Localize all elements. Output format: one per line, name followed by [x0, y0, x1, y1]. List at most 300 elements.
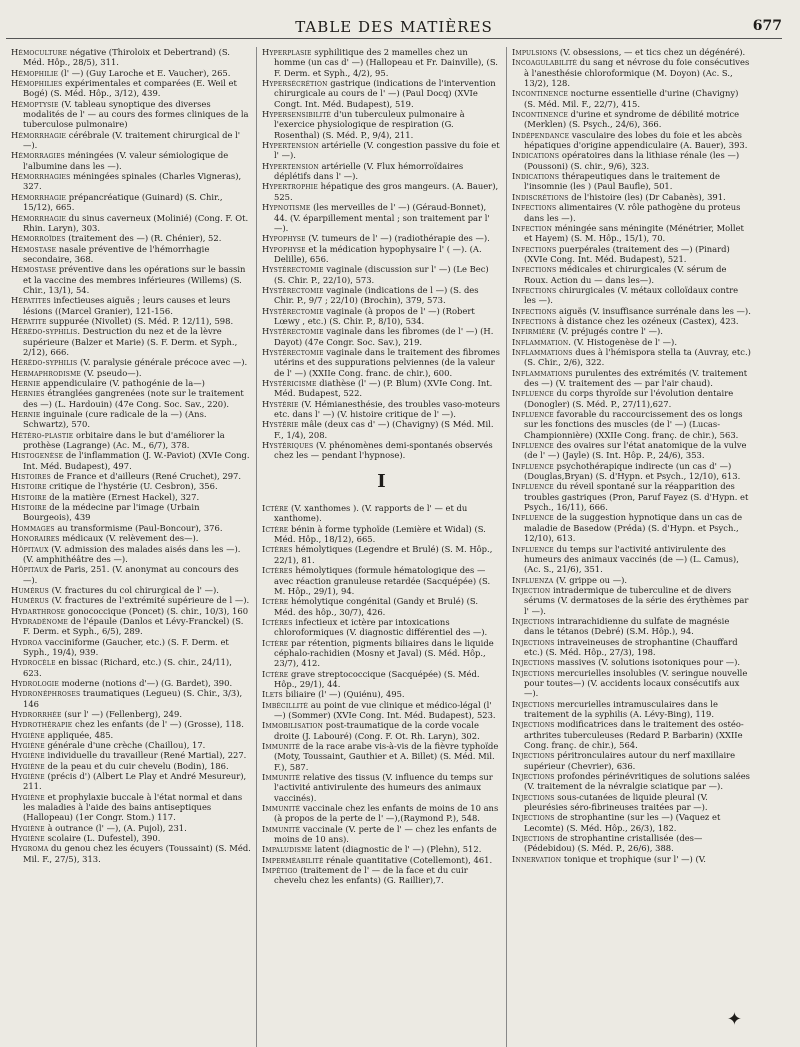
- index-entry-text: opératoires dans la lithiase rénale (les —) (Poussoni) (S. chir., 9/6), 323.: [524, 150, 740, 171]
- index-entry: [512, 109, 751, 130]
- index-entry: [512, 192, 751, 202]
- index-entry-text: à distance chez les ozéneux (Castex), 423.: [556, 315, 739, 326]
- index-entry-headword: Hémorrhagie: [11, 212, 67, 223]
- index-entry: [512, 347, 751, 368]
- index-entry: [512, 481, 751, 512]
- index-entry: [262, 596, 501, 617]
- index-entry: [512, 812, 751, 833]
- index-entry-text: du corps thyroïde sur l'évolution dentaire (Donogler) (S. Méd. P., 27/11),627.: [524, 388, 734, 409]
- index-entry-headword: Hémoculture: [11, 47, 68, 57]
- index-entry-text: aiguës (V. insuffisance surrénale dans les —).: [556, 305, 751, 316]
- index-entry-text: syphilitique des 2 mamelles chez un homme (un cas d' —) (Hallopeau et Fr. Dainville), (S. F. Derm. et Syph., 4/2), 95.: [274, 47, 498, 78]
- index-entry-headword: Injections: [512, 750, 555, 761]
- index-entry-text: traumatiques (Legueu) (S. Chir., 3/3), 146: [23, 688, 243, 709]
- index-entry-headword: Hémoptysie: [11, 98, 59, 109]
- index-entry: [11, 750, 251, 760]
- index-entry-headword: Hommages: [11, 522, 55, 533]
- index-entry: [11, 388, 251, 409]
- index-entry: [11, 316, 251, 326]
- index-entry: [262, 617, 501, 638]
- index-entry-headword: Infections: [512, 264, 557, 275]
- index-column-3: [506, 47, 756, 1047]
- index-column-2: [256, 47, 506, 1047]
- index-entry-text: (V. phénomènes demi-spontanés observés chez les — pendant l'hypnose).: [274, 440, 493, 461]
- index-entry-headword: Hémostase: [11, 264, 57, 275]
- index-entry-text: artérielle (V. Flux hémorroïdaires déplétifs dans l' —).: [274, 160, 464, 182]
- index-entry-text: appliquée, 485.: [44, 729, 114, 740]
- index-entry-text: (V. paralysie générale précoce avec —).: [77, 357, 248, 368]
- index-entry: [11, 357, 251, 367]
- index-entry-headword: Hypnotisme: [262, 202, 311, 213]
- index-entry: [262, 202, 501, 233]
- index-entry: [512, 150, 751, 171]
- index-entry-text: latent (diagnostic de l' —) (Plehn), 512.: [312, 844, 482, 855]
- index-entry-text: (V. préjugés contre l' —).: [555, 326, 663, 337]
- index-entry-text: vaginale (discussion sur l' —) (Le Bec) (S. Chir. P., 22/10), 573.: [274, 264, 489, 285]
- index-entry-headword: Hémophilies: [11, 78, 63, 89]
- index-entry: [11, 233, 251, 243]
- index-entry: [11, 481, 251, 491]
- index-entry-headword: Hystérie: [262, 419, 299, 430]
- index-entry-headword: Infections: [512, 202, 557, 213]
- index-entry-text: du réveil spontané sur la réapparition des troubles gastriques (Pron, Paruf Fayez (S. d'Hypn. et Psych., 16/11), 666.: [524, 481, 749, 513]
- index-entry-text: générale d'une crèche (Chaillou), 17.: [44, 740, 206, 751]
- index-entry-text: de Paris, 251. (V. anonymat au concours des —).: [23, 564, 239, 585]
- index-entry: [512, 657, 751, 667]
- index-entry-headword: Indications: [512, 150, 560, 161]
- index-entry-headword: Hydarthrose: [11, 605, 66, 616]
- index-entry-text: biliaire (l' —) (Quiénu), 495.: [282, 689, 405, 700]
- index-entry-text: de la suggestion hypnotique dans un cas de maladie de Basedow (Préda) (S. d'Hypn. et Psych., 12/10), 613.: [524, 512, 743, 544]
- index-entry-text: mâle (deux cas d' —) (Chavigny) (S Méd. Mil. F., 1/4), 208.: [274, 419, 494, 440]
- index-entry-headword: Infirmière: [512, 326, 556, 337]
- index-entry-text: vaginale (indications de l —) (S. des Chir. P., 9/7 ; 22/10) (Brochin), 379, 573.: [274, 284, 479, 306]
- index-entry-text: gastrique (indications de l'intervention chirurgicale au cours de l' —) (Paul Docq) (XVIe Congt. Int. Méd. Budapest), 519.: [274, 78, 496, 109]
- index-entry-headword: Hygiène: [11, 791, 45, 802]
- index-entry-text: diathèse (l' —) (P. Blum) (XVIe Cong. Int. Méd. Budapest, 522.: [274, 378, 493, 399]
- index-entry: [262, 803, 501, 824]
- index-entry-headword: Hémorragies: [11, 150, 65, 161]
- index-entry: [262, 399, 501, 420]
- index-entry: [512, 771, 751, 792]
- index-entry-headword: Immunité: [262, 741, 301, 751]
- index-entry-text: individuelle du travailleur (René Martial), 227.: [44, 750, 247, 761]
- index-entry-text: artérielle (V. congestion passive du foie et l' —).: [274, 140, 500, 161]
- index-entry: [262, 440, 501, 461]
- index-entry-text: intraveineuses de strophantine (Chauffard etc.) (S. Méd. Hôp., 27/3), 198.: [524, 636, 738, 657]
- index-entry: [11, 657, 251, 678]
- index-entry: [512, 388, 751, 409]
- index-entry-text: thérapeutiques dans le traitement de l'insomnie (les ) (Paul Baufle), 501.: [524, 171, 720, 192]
- index-entry: [262, 741, 501, 772]
- index-entry-headword: Inflammation: [512, 336, 569, 347]
- index-entry: [11, 678, 251, 688]
- index-entry-text: du temps sur l'activité antivirulente des humeurs des animaux vaccinés (de —) (L. Camus), (Ac. S., 21/6), 351.: [524, 543, 739, 575]
- index-entry-headword: Hystéricisme: [262, 378, 317, 388]
- index-entry-text: (traitement des —) (R. Chénier), 52.: [65, 233, 222, 244]
- index-entry: [262, 524, 501, 545]
- index-entry-text: hémolytique congénital (Gandy et Brulé) (S. Méd. des hôp., 30/7), 426.: [274, 596, 478, 617]
- index-entry-text: méningées spinales (Charles Vigneras), 327.: [23, 171, 242, 192]
- index-entry-headword: Hygroma: [11, 843, 49, 854]
- index-entry: [11, 244, 251, 265]
- index-entry: [11, 450, 251, 471]
- index-entry: [262, 181, 501, 202]
- index-entry: [11, 99, 251, 130]
- index-entry: [512, 854, 751, 864]
- index-entry: [11, 171, 251, 192]
- index-entry: [11, 326, 251, 357]
- index-entry: [11, 523, 251, 533]
- index-entry-headword: Infections: [512, 315, 557, 326]
- index-entry: [11, 430, 251, 451]
- index-entry-headword: Immobilisation: [262, 720, 324, 731]
- index-entry-text: orbitaire dans le but d'améliorer la prothèse (Lagrange) (Ac. M., 6/7), 378.: [23, 429, 225, 451]
- index-entry-text: vaccinale (V. perte de l' — chez les enfants de moins de 10 ans).: [274, 823, 497, 845]
- index-entry-headword: Influence: [512, 440, 554, 451]
- index-entry-headword: Hypophyse: [262, 243, 306, 254]
- index-entry-text: des ovaires sur l'état anatomique de la vulve (de l' —) (Jayle) (S. Int. Hôp. P., 24/6), 353.: [524, 440, 747, 461]
- index-entry-headword: Injections: [512, 791, 555, 802]
- index-entry-text: vaginale (à propos de l' —) (Robert Lœwy , etc.) (S. Chir. P., 8/10), 534.: [274, 305, 475, 326]
- index-entry-headword: Hydroa: [11, 636, 43, 647]
- index-entry-text: et prophylaxie buccale à l'état normal et dans les maladies à l'aide des bains antiseptiques (Hallopeau) (1er Congr. Stom.) 117.: [23, 791, 243, 823]
- index-entry: [262, 347, 501, 378]
- index-entry-text: cérébrale (V. traitement chirurgical de l' —).: [23, 129, 241, 151]
- index-entry-headword: Injections: [512, 833, 555, 844]
- index-entry: [11, 688, 251, 709]
- index-entry-text: négative (Thiroloix et Debertrand) (S. Méd. Hôp., 28/5), 311.: [23, 47, 230, 68]
- index-entry-text: dues à l'hémispora stella ta (Auvray, etc.) (S. Chir., 2/6), 322.: [524, 346, 751, 368]
- index-entry-headword: Ictères: [262, 616, 293, 627]
- index-entry-headword: Hydronéphroses: [11, 688, 81, 699]
- index-entry: [262, 700, 501, 721]
- index-entry: [11, 533, 251, 543]
- index-entry-headword: Hôpitaux: [11, 564, 49, 575]
- index-entry-headword: Hystérie: [262, 398, 299, 409]
- index-entry: [11, 130, 251, 151]
- index-entry-headword: Injections: [512, 698, 555, 709]
- index-entry-text: (V. fractures du col chirurgical de l' —).: [48, 584, 219, 595]
- index-entry-headword: Histogenèse: [11, 450, 64, 461]
- index-entry: [262, 378, 501, 399]
- index-entry: [262, 78, 501, 109]
- index-entry: [512, 637, 751, 658]
- index-entry-text: rénale quantitative (Cotellemont), 461.: [323, 854, 493, 865]
- index-entry: [11, 730, 251, 740]
- index-entry-headword: Infection: [512, 222, 553, 233]
- index-entry-text: vaginale dans les fibromes (de l' —) (H. Dayot) (47e Congr. Soc. Sav.), 219.: [274, 326, 494, 347]
- index-entry-headword: Hernie: [11, 409, 41, 420]
- index-entry: [11, 264, 251, 295]
- index-entry: [11, 368, 251, 378]
- index-entry-text: intradermique de tuberculine et de divers sérums (V. dermatoses de la série des érythèmes par l' —).: [524, 584, 749, 616]
- index-entry: [512, 306, 751, 316]
- index-entry-text: du genou chez les écuyers (Toussaint) (S. Méd. Mil. F., 27/5), 313.: [23, 843, 251, 864]
- index-entry: [262, 824, 501, 845]
- index-entry: [512, 585, 751, 616]
- index-entry-headword: Influence: [512, 481, 554, 492]
- index-entry-headword: Hydrothérapie: [11, 719, 73, 730]
- index-entry: [512, 440, 751, 461]
- index-entry: [11, 616, 251, 637]
- index-entry-headword: Incontinence: [512, 109, 568, 120]
- index-entry-text: inguinale (cure radicale de la —) (Ans. Schwartz), 570.: [23, 409, 207, 430]
- index-column-1: [6, 47, 256, 1047]
- index-entry-text: post-traumatique de la corde vocale droite (J. Labouré) (Cong. F. Ot. Rh. Laryn), 302.: [274, 720, 480, 741]
- index-entry: [512, 202, 751, 223]
- index-entry-headword: Indépendance: [512, 129, 570, 140]
- index-entry-headword: Hygiène: [11, 729, 45, 740]
- index-entry-headword: Imbécillité: [262, 699, 309, 710]
- index-entry: [262, 865, 501, 886]
- index-entry: [11, 761, 251, 771]
- index-entry: [262, 285, 501, 306]
- index-entry: [262, 109, 501, 140]
- index-entry-text: appendiculaire (V. pathogénie de la—): [40, 378, 205, 388]
- index-entry: [262, 855, 501, 865]
- index-entry-text: gonococcique (Poncet) (S. chir., 10/3), 160: [65, 605, 249, 616]
- index-entry-headword: Infections: [512, 305, 557, 316]
- index-entry-headword: Ictère: [262, 523, 289, 534]
- index-entry-text: . (V. Histogenèse de l' —).: [568, 336, 677, 347]
- index-entry: [11, 564, 251, 585]
- index-entry: [11, 492, 251, 502]
- index-entry-text: de la race arabe vis-à-vis de la fièvre typhoïde (Moty, Toussaint, Gauthier et A. Billet) (S. Méd. Mil. F.), 587.: [274, 741, 499, 772]
- index-entry-headword: Histoires: [11, 471, 51, 482]
- index-entry-text: à outrance (l' —), (A. Pujol), 231.: [44, 822, 187, 833]
- page-number: 677: [752, 18, 782, 34]
- index-entry-text: critique de l'hystérie (U. Cesbron), 356.: [46, 481, 218, 492]
- index-entry-headword: Hypersensibilité: [262, 109, 332, 120]
- index-entry: [512, 750, 751, 771]
- index-entry-text: de l'histoire (les) (Dr Cabanès), 391.: [568, 191, 726, 202]
- index-entry-headword: Injections: [512, 719, 555, 730]
- index-entry: [512, 264, 751, 285]
- index-entry-text: . Destruction du nez et de la lèvre supérieure (Balzer et Marie) (S. F. Derm. et Syph., 2/12), 666.: [23, 326, 238, 357]
- index-entry: [512, 792, 751, 813]
- index-entry-headword: Hygiène: [11, 771, 45, 782]
- index-entry-headword: Infections: [512, 243, 557, 254]
- index-entry-headword: Injections: [512, 657, 555, 668]
- index-entry-text: (V. tableau synoptique des diverses modalités de l' — au cours des formes cliniques de la tuberculose pulmonaire): [23, 98, 249, 130]
- index-entry-text: suppurée (Nivollet) (S. Méd. P. 12/11), 598.: [46, 315, 234, 326]
- index-entry-headword: Injections: [512, 812, 555, 823]
- index-columns: [6, 47, 782, 1047]
- index-entry-text: (l' —) (Guy Laroche et E. Vaucher), 265.: [58, 67, 231, 78]
- index-entry-text: vaccinale chez les enfants de moins de 10 ans (à propos de la perte de l' —),(Raymond P.), 548.: [274, 803, 499, 824]
- index-entry-headword: Influence: [512, 460, 554, 471]
- index-entry-text: méningée sans méningite (Ménétrier, Mollet et Hayem) (S. M. Hôp., 15/1), 70.: [524, 222, 744, 244]
- index-entry-text: de la matière (Ernest Hackel), 327.: [46, 491, 200, 502]
- index-entry-text: relative des tissus (V. influence du temps sur l'activité antivirulente des humeurs des animaux vaccinés).: [274, 772, 493, 803]
- index-entry: [512, 326, 751, 336]
- index-entry-text: purulentes des extrémités (V. traitement des —) (V. traitement des — par l'air chaud).: [524, 367, 748, 388]
- index-entry: [11, 150, 251, 171]
- index-entry: [262, 544, 501, 565]
- index-entry-headword: Ictère: [262, 637, 289, 648]
- index-entry-text: méningées (V. valeur sémiologique de l'albumine dans les —).: [23, 150, 229, 171]
- index-entry-text: sous-cutanées de liquide pleural (V. pleurésies séro-fibrineuses traitées par —).: [524, 791, 708, 813]
- index-entry: [512, 368, 751, 389]
- index-entry-text: infectieux et ictère par intoxications chloroformiques (V. diagnostic différentiel des —).: [274, 616, 488, 638]
- index-entry-text: par rétention, pigments biliaires dans le liquide céphalo-rachidien (Mosny et Javal) (S. Méd. Hôp., 23/7), 412.: [274, 637, 494, 669]
- index-entry-text: en bissac (Richard, etc.) (S. chir., 24/11), 623.: [23, 657, 232, 678]
- index-entry-headword: Hypertrophie: [262, 181, 318, 192]
- index-entry: [512, 409, 751, 440]
- index-entry-text: (V. grippe ou —).: [553, 574, 627, 585]
- index-entry: [11, 833, 251, 843]
- index-entry-headword: Injections: [512, 771, 555, 782]
- index-entry-text: puerpérales (traitement des —) (Pinard) (XVIe Cong. Int. Méd. Budapest), 521.: [524, 243, 730, 264]
- index-entry: [11, 637, 251, 658]
- index-entry-headword: Hystérectomie: [262, 305, 324, 316]
- index-entry: [262, 565, 501, 596]
- index-entry: [11, 378, 251, 388]
- index-entry: [262, 844, 501, 854]
- index-entry: [512, 171, 751, 192]
- index-entry-text: (traitement de l' — de la face et du cuir chevelu chez les enfants) (G. Raillier),7.: [274, 865, 468, 886]
- index-entry: [512, 512, 751, 543]
- index-entry-headword: Hémorrhagies: [11, 171, 71, 182]
- index-entry-text: expérimentales et comparées (E. Weil et Bogé) (S. Méd. Hôp., 3/12), 439.: [23, 78, 237, 99]
- index-entry: [11, 606, 251, 616]
- index-entry-headword: Hygiène: [11, 740, 45, 751]
- index-entry: [512, 337, 751, 347]
- index-entry-headword: Impaludisme: [262, 844, 312, 855]
- index-entry-headword: Hygiène: [11, 822, 45, 833]
- index-entry-headword: Hypertension: [262, 140, 319, 151]
- index-entry: [262, 326, 501, 347]
- index-entry-text: mercurielles intramusculaires dans le traitement de la syphilis (A. Lévy-Bing), 119.: [524, 698, 718, 719]
- index-entry-headword: Hétéro-plastie: [11, 429, 74, 440]
- index-entry-headword: Influenza: [512, 574, 554, 585]
- index-entry: [262, 772, 501, 803]
- index-entry-text: (V. xanthomes ). (V. rapports de l' — et du xanthome).: [274, 503, 468, 524]
- index-entry: [11, 740, 251, 750]
- index-entry-headword: Hémophilie: [11, 67, 59, 78]
- index-entry-headword: Impulsions: [512, 47, 558, 57]
- index-entry-headword: Injections: [512, 615, 555, 626]
- index-entry: [11, 792, 251, 823]
- index-entry: [11, 771, 251, 792]
- index-entry-text: (V. pseudo—).: [81, 367, 142, 378]
- index-entry-text: étranglées gangrenées (note sur le traitement des —) (L. Hardouin) (47e Cong. Soc. Sav., 220).: [23, 388, 244, 409]
- index-entry: [262, 669, 501, 690]
- index-entry: [512, 285, 751, 306]
- index-entry-text: médicales et chirurgicales (V. sérum de Roux. Action du — dans les—).: [524, 264, 727, 285]
- index-entry: [512, 223, 751, 244]
- index-entry-headword: Hémorroïdes: [11, 233, 66, 244]
- index-entry-text: (les merveilles de l' —) (Géraud-Bonnet), 44. (V. éparpillement mental ; son traitement par l' —).: [274, 202, 490, 233]
- index-entry-headword: Hernies: [11, 388, 45, 399]
- index-entry-headword: Hermaphrodisme: [11, 367, 81, 378]
- index-entry-headword: Hygiène: [11, 750, 45, 761]
- index-entry-headword: Imperméabilité: [262, 854, 324, 865]
- index-entry-text: (sur l' —) (Fellenberg), 249.: [61, 709, 182, 719]
- index-entry-text: vacciniforme (Gaucher, etc.) (S. F. Derm. et Syph., 19/4), 939.: [23, 636, 229, 657]
- index-entry: [512, 575, 751, 585]
- section-letter-block: [262, 470, 501, 492]
- index-entry: [11, 409, 251, 430]
- index-entry: [11, 595, 251, 605]
- index-entry-text: (V. fractures de l'extrémité supérieure de l —).: [48, 595, 250, 606]
- index-entry: [11, 585, 251, 595]
- index-entry: [512, 616, 751, 637]
- index-entry: [512, 244, 751, 265]
- index-entry: [512, 668, 751, 699]
- index-entry-headword: Incoagulabilité: [512, 57, 578, 68]
- index-entry: [262, 47, 501, 78]
- index-entry-text: de France et d'ailleurs (René Cruchet), 297.: [50, 471, 242, 482]
- index-entry: [11, 843, 251, 864]
- index-entry-text: hémolytiques (Legendre et Brulé) (S. M. Hôp., 22/1), 81.: [274, 544, 493, 565]
- index-entry: [512, 88, 751, 109]
- index-entry-headword: Hydrorrhée: [11, 709, 62, 719]
- index-entry: [262, 161, 501, 182]
- index-entry-headword: Immunité: [262, 772, 301, 783]
- index-entry: [512, 316, 751, 326]
- index-entry-text: et la médication hypophysaire l' ( —). (A. Delille), 656.: [274, 243, 482, 264]
- index-entry: [11, 719, 251, 729]
- index-entry: [512, 130, 751, 151]
- index-entry: [512, 544, 751, 575]
- index-entry-headword: Hémorrhagie: [11, 129, 67, 140]
- index-entry-text: de strophantine cristallisée (des— (Pédebidou) (S. Méd. P., 26/6), 388.: [524, 833, 703, 854]
- index-entry: [262, 306, 501, 327]
- index-entry-headword: Ictère: [262, 596, 289, 607]
- index-entry-headword: Ictères: [262, 544, 293, 555]
- index-entry-text: massives (V. solutions isotoniques pour —).: [554, 657, 741, 668]
- index-entry-headword: Hérédo-syphilis: [11, 357, 78, 368]
- index-entry: [262, 244, 501, 265]
- index-entry-text: au transformisme (Paul-Boncour), 376.: [54, 522, 223, 533]
- ornament-icon: ✦: [726, 1009, 742, 1030]
- index-entry: [11, 78, 251, 99]
- index-entry-text: modificatrices dans le traitement des ostéo-arthrites tuberculeuses (Redard P. Barbarin) (XXIIe Cong. franç. de chir.), 564.: [524, 719, 744, 751]
- index-entry-text: péritronculaires autour du nerf maxillaire supérieur (Chevrier), 636.: [524, 750, 736, 771]
- index-entry-headword: Influence: [512, 409, 554, 420]
- index-entry-headword: Hernie: [11, 378, 41, 388]
- index-entry-text: bénin à forme typhoïde (Lemière et Widal) (S. Méd. Hôp., 18/12), 665.: [274, 523, 486, 545]
- index-entry-text: infectieuses aiguës ; leurs causes et leurs lésions ((Marcel Granier), 121-156.: [23, 295, 231, 316]
- index-entry-text: profondes périnévritiques de solutions salées (V. traitement de la névralgie sciatique par —).: [524, 771, 750, 792]
- index-entry: [512, 719, 751, 750]
- index-entry-text: de la peau et du cuir chevelu (Bodin), 186.: [44, 760, 229, 771]
- index-entry: [512, 699, 751, 720]
- index-entry-headword: Ilets: [262, 689, 283, 700]
- index-entry-text: du sinus caverneux (Molinié) (Cong. F. Ot. Rhin. Laryn), 303.: [23, 212, 249, 233]
- index-entry: [262, 233, 501, 243]
- index-entry-text: intrarachidienne du sulfate de magnésie dans le tétanos (Debré) (S.M. Hôp.), 94.: [524, 615, 730, 637]
- index-entry-headword: Honoraires: [11, 533, 60, 544]
- index-entry-text: prépancréatique (Guinard) (S. Chir., 15/12), 665.: [23, 191, 223, 213]
- index-entry-headword: Hôpitaux: [11, 543, 49, 554]
- index-entry: [11, 47, 251, 68]
- index-entry: [262, 638, 501, 669]
- index-entry: [512, 833, 751, 854]
- index-entry-headword: Histoire: [11, 491, 47, 502]
- index-entry-headword: Hypertension: [262, 160, 319, 171]
- index-entry-headword: Indications: [512, 171, 560, 182]
- index-entry-text: médicaux (V. relèvement des—).: [59, 533, 199, 544]
- running-title: TABLE DES MATIÈRES: [295, 18, 493, 36]
- index-entry-headword: Hémorrhagie: [11, 191, 67, 202]
- index-entry: [262, 264, 501, 285]
- index-entry-headword: Impétigo: [262, 865, 298, 876]
- index-entry-text: préventive dans les opérations sur le bassin et la vaccine des membres inférieures (Willems) (S. Chir., 13/1), 54.: [23, 264, 246, 295]
- index-entry-headword: Inflammations: [512, 367, 573, 378]
